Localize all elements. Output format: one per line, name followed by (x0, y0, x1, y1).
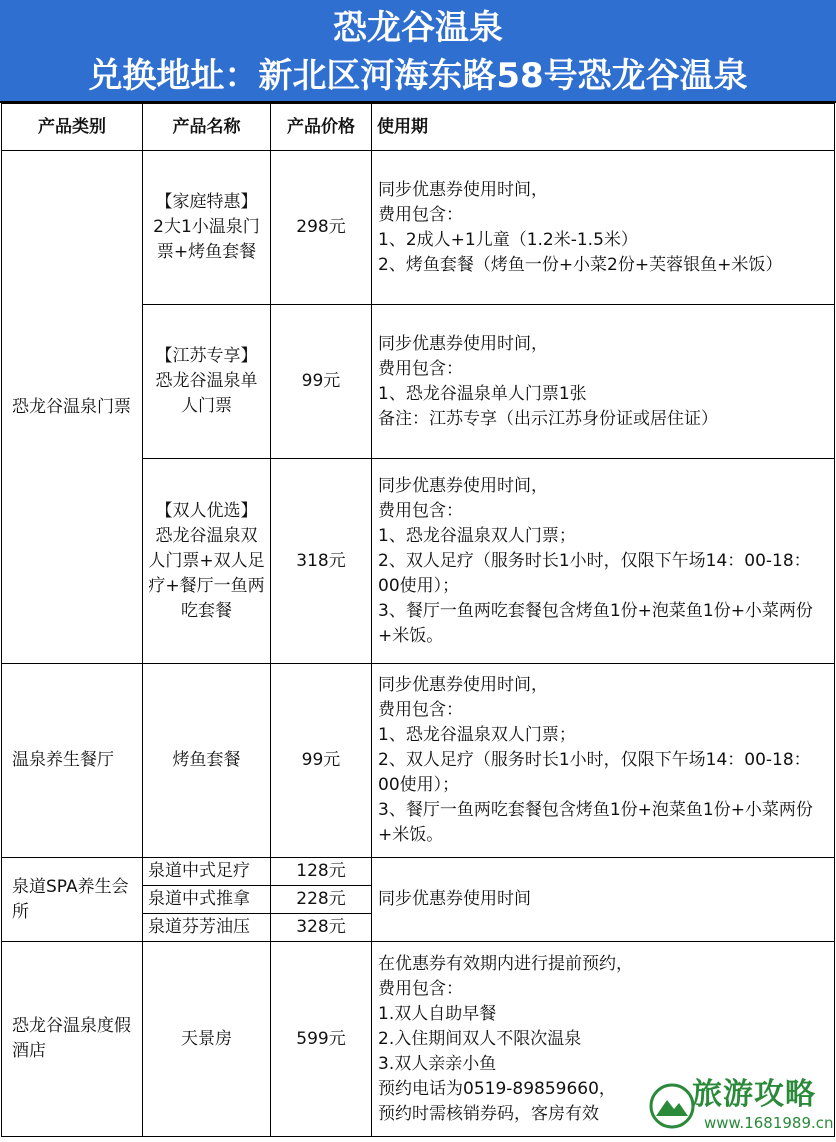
page-title: 恐龙谷温泉 (333, 8, 503, 48)
category-cell: 温泉养生餐厅 (2, 664, 143, 858)
table-row (2, 942, 835, 1137)
usage-line: 同步优惠券使用时间， (378, 179, 548, 200)
price-cell: 599元 (271, 942, 372, 1137)
category-cell: 恐龙谷温泉度假酒店 (2, 942, 143, 1137)
page-header (0, 0, 836, 103)
usage-line: 2.入住期间双人不限次温泉 (378, 1028, 582, 1049)
usage-line: 预约时需核销券码，客房有效 (378, 1103, 599, 1124)
spa-item-price: 328元 (271, 914, 372, 942)
usage-line: 同步优惠券使用时间， (378, 333, 548, 354)
usage-line: 2、双人足疗（服务时长1小时，仅限下午场14：00-18：00使用）； (378, 750, 811, 795)
usage-line: 1.双人自助早餐 (378, 1003, 497, 1024)
usage-line: 费用包含： (378, 204, 463, 225)
product-name: 2大1小温泉门票+烤鱼套餐 (153, 217, 260, 262)
usage-line: 费用包含： (378, 500, 463, 521)
product-name-cell (143, 305, 271, 459)
usage-line: 3、餐厅一鱼两吃套餐包含烤鱼1份+泡菜鱼1份+小菜两份+米饭。 (378, 800, 813, 845)
usage-cell: 同步优惠券使用时间 (372, 858, 835, 942)
product-table (1, 103, 835, 1137)
usage-line: 在优惠券有效期内进行提前预约， (378, 953, 633, 974)
product-name-cell (143, 151, 271, 305)
usage-line: 备注：江苏专享（出示江苏身份证或居住证） (378, 408, 718, 429)
category-cell: 恐龙谷温泉门票 (2, 151, 143, 664)
header-usage: 使用期 (372, 104, 835, 151)
usage-line: 同步优惠券使用时间， (378, 675, 548, 695)
usage-line: 1、恐龙谷温泉单人门票1张 (378, 383, 587, 404)
usage-line: 同步优惠券使用时间， (378, 475, 548, 496)
table-header-row (2, 104, 835, 151)
table-row (2, 151, 835, 305)
product-name: 恐龙谷温泉双人门票+双人足疗+餐厅一鱼两吃套餐 (148, 525, 265, 621)
watermark-url: www.1681989.cn (704, 1114, 834, 1132)
usage-line: 费用包含： (378, 700, 463, 720)
table-row (2, 664, 835, 858)
header-price: 产品价格 (271, 104, 372, 151)
spa-item-price: 228元 (271, 886, 372, 914)
usage-line: 1、恐龙谷温泉双人门票； (378, 525, 576, 546)
usage-line: 1、恐龙谷温泉双人门票； (378, 725, 576, 745)
usage-cell (372, 664, 835, 858)
usage-cell (372, 305, 835, 459)
usage-cell (372, 151, 835, 305)
usage-cell (372, 459, 835, 664)
watermark-text: 旅游攻略 (692, 1077, 816, 1112)
category-cell: 泉道SPA养生会所 (2, 858, 143, 942)
product-tag: 【家庭特惠】 (155, 192, 258, 212)
product-name-cell: 天景房 (143, 942, 271, 1137)
price-cell: 99元 (271, 664, 372, 858)
usage-line: 1、2成人+1儿童（1.2米-1.5米） (378, 229, 638, 250)
spa-item-name: 泉道芬芳油压 (143, 914, 271, 942)
price-cell: 99元 (271, 305, 372, 459)
price-cell: 298元 (271, 151, 372, 305)
header-category: 产品类别 (2, 104, 143, 151)
product-name: 恐龙谷温泉单人门票 (155, 371, 258, 416)
price-cell: 318元 (271, 459, 372, 664)
usage-line: 费用包含： (378, 358, 463, 379)
product-tag: 【江苏专享】 (155, 346, 258, 366)
usage-line: 3.双人亲亲小鱼 (378, 1053, 497, 1074)
usage-line: 2、双人足疗（服务时长1小时，仅限下午场14：00-18：00使用）； (378, 550, 811, 596)
spa-item-price: 128元 (271, 858, 372, 886)
product-name-cell: 烤鱼套餐 (143, 664, 271, 858)
exchange-address: 兑换地址：新北区河海东路58号恐龙谷温泉 (88, 56, 748, 96)
product-tag: 【双人优选】 (155, 500, 258, 521)
usage-line: 预约电话为0519-89859660， (378, 1078, 616, 1099)
spa-item-name: 泉道中式推拿 (143, 886, 271, 914)
usage-cell (372, 942, 835, 1137)
spa-item-name: 泉道中式足疗 (143, 858, 271, 886)
usage-line: 2、烤鱼套餐（烤鱼一份+小菜2份+芙蓉银鱼+米饭） (378, 254, 783, 275)
header-name: 产品名称 (143, 104, 271, 151)
usage-line: 费用包含： (378, 978, 463, 999)
product-name-cell (143, 459, 271, 664)
table-row (2, 858, 835, 886)
usage-line: 3、餐厅一鱼两吃套餐包含烤鱼1份+泡菜鱼1份+小菜两份+米饭。 (378, 600, 813, 646)
